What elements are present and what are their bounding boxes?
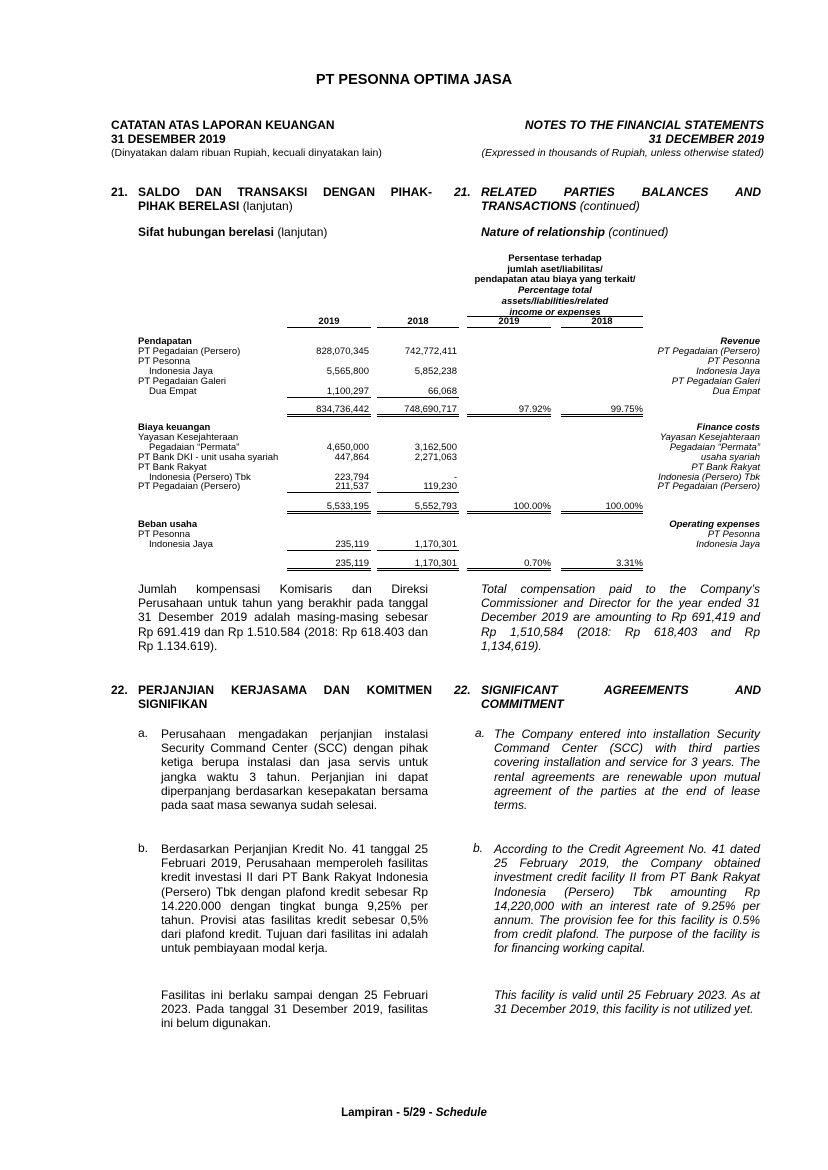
section21-left-line1: SALDO DAN TRANSAKSI DENGAN PIHAK- [138, 185, 432, 199]
section22-right-line2: COMMITMENT [481, 697, 564, 711]
opex-row-1-2018: 1,170,301 [414, 539, 457, 550]
header-right-title: NOTES TO THE FINANCIAL STATEMENTS [524, 118, 764, 132]
opex-pct-2018: 3.31% [616, 558, 643, 569]
finance-row-5-left: PT Pegadaian (Persero) [138, 481, 241, 492]
header-right-date: 31 DECEMBER 2019 [648, 132, 764, 146]
finance-row-5-2019: 211,537 [335, 481, 369, 492]
header-right-note: (Expressed in thousands of Rupiah, unless otherwise stated) [481, 147, 764, 159]
finance-row-5-right: PT Pegadaian (Persero) [657, 481, 760, 492]
sub-left-title: Sifat hubungan berelasi [138, 225, 275, 239]
revenue-row-2-left: Indonesia Jaya [149, 366, 213, 377]
section21-left-cont: (lanjutan) [242, 199, 293, 213]
item-a-label-right: a. [475, 726, 486, 740]
pct-header-l2: jumlah aset/liabilitas/ [507, 263, 603, 275]
finance-row-5-2018: 119,230 [423, 481, 457, 492]
revenue-row-0-2018: 742,772,411 [404, 346, 457, 357]
section22-left-line2: SIGNIFIKAN [138, 697, 208, 711]
header-left-note: (Dinyatakan dalam ribuan Rupiah, kecuali dinyatakan lain) [111, 147, 382, 159]
section21-left-line2-text: PIHAK BERELASI [138, 199, 240, 213]
section21-right-line2-text: TRANSACTIONS [481, 199, 577, 213]
revenue-label-left: Pendapatan [138, 336, 192, 347]
revenue-pct-2018: 99.75% [610, 404, 643, 415]
finance-row-1-left: Pegadaian “Permata” [149, 442, 240, 453]
finance-total-2019: 5,533,195 [326, 501, 369, 512]
opex-label-right: Operating expenses [669, 519, 760, 530]
footer [0, 1107, 828, 1119]
revenue-row-2-2019: 5,565,800 [326, 366, 369, 377]
item-b2-left: Fasilitas ini berlaku sampai dengan 25 Februari 2023. Pada tanggal 31 Desember 2019, fasilitas ini belum digunakan. [161, 988, 428, 1031]
opex-pct-2019: 0.70% [524, 558, 551, 569]
pct-header-l4: Percentage total [518, 285, 592, 297]
header-left-title: CATATAN ATAS LAPORAN KEUANGAN [111, 118, 335, 132]
sub-left-cont: (lanjutan) [277, 225, 328, 239]
footer-right: Schedule [435, 1107, 487, 1119]
revenue-row-2-2018: 5,852,238 [414, 366, 457, 377]
pct-header-l3: pendapatan atau biaya yang terkait/ [474, 274, 636, 286]
revenue-pct-2019: 97.92% [518, 404, 551, 415]
item-b-label-left: b. [138, 841, 149, 855]
item-b-right: According to the Credit Agreement No. 41 dated 25 February 2019, the Company obtained investment credit facility II from PT Bank Rakyat Indonesia (Persero) Tbk amounting Rp 14,220,000 with an interest rate of 9.25% per annum. The provision fee for this facility is 0.5% from credit plafond. The purpose of the facility is for financing working capital. [494, 842, 760, 956]
year-col2: 2018 [407, 316, 429, 327]
finance-total-2018: 5,552,793 [414, 501, 457, 512]
finance-row-2-right: usaha syariah [700, 452, 760, 463]
opex-label-left: Beban usaha [138, 519, 198, 530]
finance-label-left: Biaya keuangan [138, 422, 211, 433]
pct-header-l5: assets/liabilities/related [501, 295, 609, 307]
item-b-left: Berdasarkan Perjanjian Kredit No. 41 tanggal 25 Februari 2019, Perusahaan memperoleh fasilitas kredit investasi II dari PT Bank Rakyat Indonesia (Persero) Tbk dengan plafond kredit sebesar Rp 14.220.000 dengan tingkat bunga 9,25% per tahun. Provisi atas fasilitas kredit sebesar 0,5% dari plafond kredit. Tujuan dari fasilitas ini adalah untuk pembiayaan modal kerja. [161, 842, 428, 956]
revenue-row-2-right: Indonesia Jaya [696, 366, 760, 377]
year-col3: 2019 [498, 316, 520, 327]
year-col4: 2018 [591, 316, 613, 327]
finance-row-1-2019: 4,650,000 [326, 442, 369, 453]
finance-row-0-left: Yayasan Kesejahteraan [138, 432, 239, 443]
finance-row-2-2019: 447,864 [334, 452, 369, 463]
finance-row-4-2019: 223,794 [334, 472, 369, 483]
revenue-row-0-right: PT Pegadaian (Persero) [657, 346, 760, 357]
finance-row-2-2018: 2,271,063 [414, 452, 457, 463]
opex-total-2019: 235,119 [335, 558, 369, 569]
finance-row-4-right: Indonesia (Persero) Tbk [658, 472, 760, 483]
item-b2-right: This facility is valid until 25 February 2023. As at 31 December 2019, this facility is not utilized yet. [494, 988, 760, 1017]
revenue-row-4-2019: 1,100,297 [326, 386, 369, 397]
revenue-row-0-left: PT Pegadaian (Persero) [138, 346, 241, 357]
revenue-row-4-2018: 66,068 [427, 386, 457, 397]
section21-right-line2 [481, 200, 640, 214]
compensation-left: Jumlah kompensasi Komisaris dan Direksi Perusahaan untuk tahun yang berakhir pada tanggal 31 Desember 2019 adalah masing-masing sebesar Rp 691.419 dan Rp 1.510.584 (2018: Rp 618.403 dan Rp 1.134.619). [138, 582, 428, 653]
finance-row-4-2018: - [453, 472, 457, 483]
section21-left-line2 [138, 200, 293, 214]
opex-row-1-2019: 235,119 [335, 539, 369, 550]
revenue-row-0-2019: 828,070,345 [316, 346, 369, 357]
section22-number-right: 22. [454, 683, 471, 697]
finance-row-2-left: PT Bank DKI - unit usaha syariah [138, 452, 279, 463]
company-title: PT PESONNA OPTIMA JASA [315, 72, 513, 88]
item-a-label-left: a. [138, 726, 149, 740]
finance-row-3-right: PT Bank Rakyat [691, 462, 760, 473]
section22-left-line1: PERJANJIAN KERJASAMA DAN KOMITMEN [138, 683, 432, 697]
finance-row-1-2018: 3,162,500 [414, 442, 457, 453]
finance-row-1-right: Pegadaian “Permata” [669, 442, 760, 453]
item-b-label-right: b. [473, 841, 484, 855]
revenue-row-1-right: PT Pesonna [707, 356, 760, 367]
opex-row-0-left: PT Pesonna [138, 529, 191, 540]
header-left-date: 31 DESEMBER 2019 [111, 132, 226, 146]
finance-pct-2018: 100.00% [605, 501, 643, 512]
revenue-row-3-right: PT Pegadaian Galeri [671, 376, 760, 387]
opex-total-2018: 1,170,301 [414, 558, 457, 569]
section21-right-line1: RELATED PARTIES BALANCES AND [481, 185, 761, 199]
year-col1: 2019 [318, 316, 340, 327]
opex-row-1-left: Indonesia Jaya [149, 539, 213, 550]
finance-label-right: Finance costs [696, 422, 760, 433]
revenue-row-3-left: PT Pegadaian Galeri [138, 376, 227, 387]
finance-pct-2019: 100.00% [513, 501, 551, 512]
pct-header-l6: income or expenses [509, 306, 601, 318]
revenue-total-2018: 748,690,717 [404, 404, 457, 415]
item-a-right: The Company entered into installation Security Command Center (SCC) with third parties covering installation and service for 3 years. The rental agreements are renewable upon mutual agreement of the parties at the end of lease terms. [494, 727, 760, 813]
sub-left [138, 226, 327, 240]
opex-row-0-right: PT Pesonna [707, 529, 760, 540]
finance-row-4-left: Indonesia (Persero) Tbk [149, 472, 251, 483]
pct-header [462, 254, 648, 318]
section22-number: 22. [111, 683, 128, 697]
pct-header-l1: Persentase terhadap [508, 253, 602, 264]
section22-right-line1: SIGNIFICANT AGREEMENTS AND [481, 683, 761, 697]
section21-number: 21. [111, 185, 128, 199]
footer-left: Lampiran - 5/29 - [341, 1107, 433, 1119]
revenue-total-2019: 834,736,442 [316, 404, 369, 415]
revenue-row-4-right: Dua Empat [712, 386, 760, 397]
item-a-left: Perusahaan mengadakan perjanjian instalasi Security Command Center (SCC) dengan pihak ketiga berupa instalasi dan jasa servis untuk jangka waktu 3 tahun. Perjanjian ini dapat diperpanjang berdasarkan kesepakatan bersama pada saat masa sewanya sudah selesai. [161, 727, 428, 813]
finance-row-0-right: Yayasan Kesejahteraan [659, 432, 760, 443]
revenue-row-1-left: PT Pesonna [138, 356, 191, 367]
opex-row-1-right: Indonesia Jaya [696, 539, 760, 550]
compensation-right: Total compensation paid to the Company’s Commissioner and Director for the year ended 31 December 2019 are amounting to Rp 691,419 and Rp 1,510,584 (2018: Rp 618,403 and Rp 1,134,619). [481, 582, 760, 653]
sub-right [481, 226, 668, 240]
revenue-row-4-left: Dua Empat [149, 386, 197, 397]
sub-right-cont: (continued) [608, 225, 669, 239]
sub-right-title: Nature of relationship [481, 225, 606, 239]
finance-row-3-left: PT Bank Rakyat [138, 462, 207, 473]
section21-right-cont: (continued) [579, 199, 640, 213]
revenue-label-right: Revenue [720, 336, 760, 347]
